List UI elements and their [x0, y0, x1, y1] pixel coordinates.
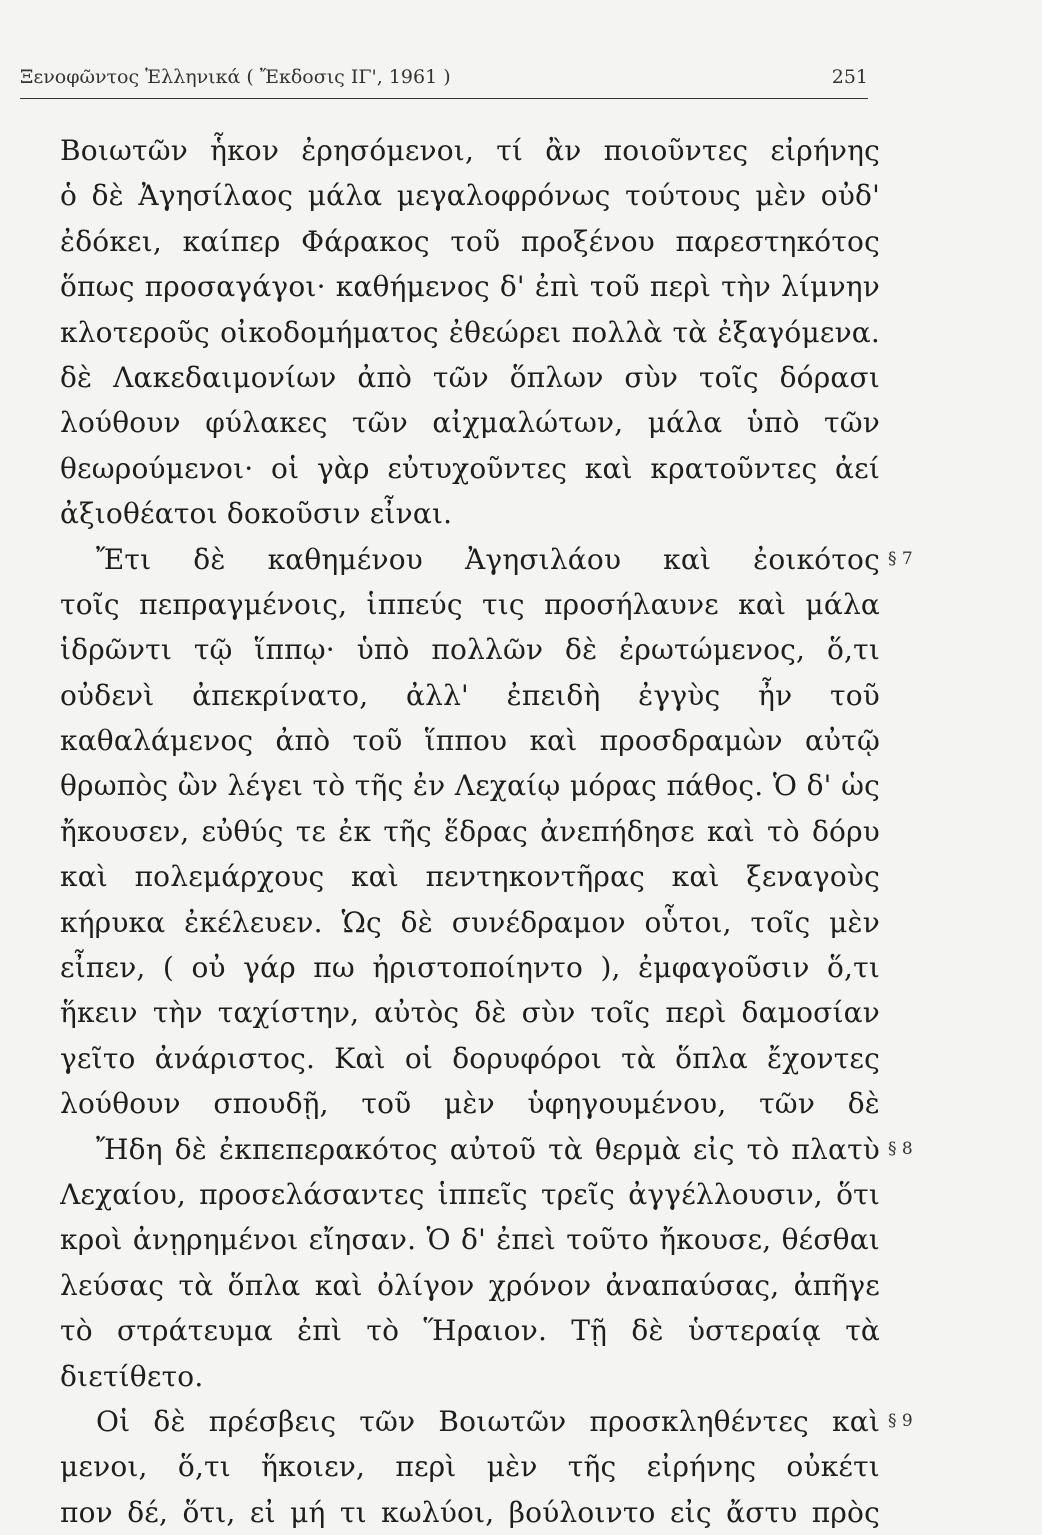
text-line: τοῖς πεπραγμένοις, ἱππεύς τις προσήλαυνε καὶ μάλα [60, 587, 880, 621]
text-line: διετίθετο. [60, 1359, 204, 1393]
text-line: λούθουν φύλακες τῶν αἰχμαλώτων, μάλα ὑπὸ τῶν [60, 406, 880, 440]
text-line: Λεχαίου, προσελάσαντες ἱππεῖς τρεῖς ἀγγέλλουσιν, ὅτι [60, 1177, 880, 1211]
text-line: εἶπεν, ( οὐ γάρ πω ἠριστοποίηντο ), ἐμφαγοῦσιν ὅ,τι [60, 951, 880, 985]
text-line: καθαλάμενος ἀπὸ τοῦ ἵππου καὶ προσδραμὼν αὐτῷ [60, 724, 880, 758]
text-line: οὐδενὶ ἀπεκρίνατο, ἀλλ' ἐπειδὴ ἐγγὺς ἦν τοῦ [60, 678, 880, 712]
text-line: ἤκουσεν, εὐθύς τε ἐκ τῆς ἕδρας ἀνεπήδησε καὶ τὸ δόρυ [60, 814, 880, 848]
text-line: θεωρούμενοι· οἱ γὰρ εὐτυχοῦντες καὶ κρατοῦντες ἀεί [60, 451, 880, 485]
text-line: γεῖτο ἀνάριστος. Καὶ οἱ δορυφόροι τὰ ὅπλα ἔχοντες [60, 1041, 880, 1075]
text-line: ἀξιοθέατοι δοκοῦσιν εἶναι. [60, 497, 453, 531]
text-line: πον δέ, ὅτι, εἰ μή τι κωλύοι, βούλοιντο εἰς ἄστυ πρὸς [60, 1495, 880, 1529]
text-line: τὸ στράτευμα ἐπὶ τὸ Ἥραιον. Τῇ δὲ ὑστεραίᾳ τὰ [60, 1314, 880, 1348]
text-line: κήρυκα ἐκέλευεν. Ὡς δὲ συνέδραμον οὗτοι, τοῖς μὲν [60, 905, 880, 939]
text-line: Ἔτι δὲ καθημένου Ἀγησιλάου καὶ ἐοικότος [96, 542, 880, 576]
body-text [60, 128, 913, 1535]
section-marker: § 8 [888, 1138, 913, 1159]
section-marker: § 9 [888, 1411, 913, 1432]
text-line: μενοι, ὅ,τι ἥκοιεν, περὶ μὲν τῆς εἰρήνης οὐκέτι [60, 1450, 880, 1484]
text-line: ἐδόκει, καίπερ Φάρακος τοῦ προξένου παρεστηκότος [60, 224, 880, 258]
text-line: Βοιωτῶν ἧκον ἐρησόμενοι, τί ἂν ποιοῦντες εἰρήνης [60, 134, 880, 167]
text-line: κλοτεροῦς οἰκοδομήματος ἐθεώρει πολλὰ τὰ ἐξαγόμενα. [60, 315, 880, 349]
text-line: λεύσας τὰ ὅπλα καὶ ὀλίγον χρόνον ἀναπαύσας, ἀπῆγε [60, 1268, 880, 1302]
text-line: Οἱ δὲ πρέσβεις τῶν Βοιωτῶν προσκληθέντες καὶ [96, 1404, 880, 1438]
text-line: καὶ πολεμάρχους καὶ πεντηκοντῆρας καὶ ξεναγοὺς [60, 860, 880, 894]
text-line: θρωπὸς ὢν λέγει τὸ τῆς ἐν Λεχαίῳ μόρας πάθος. Ὁ δ' ὡς [60, 769, 880, 803]
running-header [20, 64, 868, 99]
text-line: Ἤδη δὲ ἐκπεπερακότος αὐτοῦ τὰ θερμὰ εἰς τὸ πλατὺ [96, 1132, 880, 1166]
text-line: λούθουν σπουδῇ, τοῦ μὲν ὑφηγουμένου, τῶν δὲ [60, 1087, 880, 1121]
text-line: ἱδρῶντι τῷ ἵππῳ· ὑπὸ πολλῶν δὲ ἐρωτώμενος, ὅ,τι [60, 633, 880, 667]
text-line: κροὶ ἀνῃρημένοι εἴησαν. Ὁ δ' ἐπεὶ τοῦτο ἤκουσε, θέσθαι [60, 1223, 880, 1257]
page-number: 251 [831, 66, 868, 88]
text-line: ὅπως προσαγάγοι· καθήμενος δ' ἐπὶ τοῦ περὶ τὴν λίμνην [60, 270, 880, 304]
text-line: δὲ Λακεδαιμονίων ἀπὸ τῶν ὅπλων σὺν τοῖς δόρασι [60, 360, 880, 394]
running-title: Ξενοφῶντος Ἑλληνικά ( Ἔκδοσις ΙΓ', 1961 ) [20, 66, 451, 88]
section-marker: § 7 [888, 548, 913, 569]
text-line: ὁ δὲ Ἀγησίλαος μάλα μεγαλοφρόνως τούτους μὲν οὐδ' [60, 179, 880, 213]
text-line: ἥκειν τὴν ταχίστην, αὐτὸς δὲ σὺν τοῖς περὶ δαμοσίαν [60, 996, 880, 1030]
